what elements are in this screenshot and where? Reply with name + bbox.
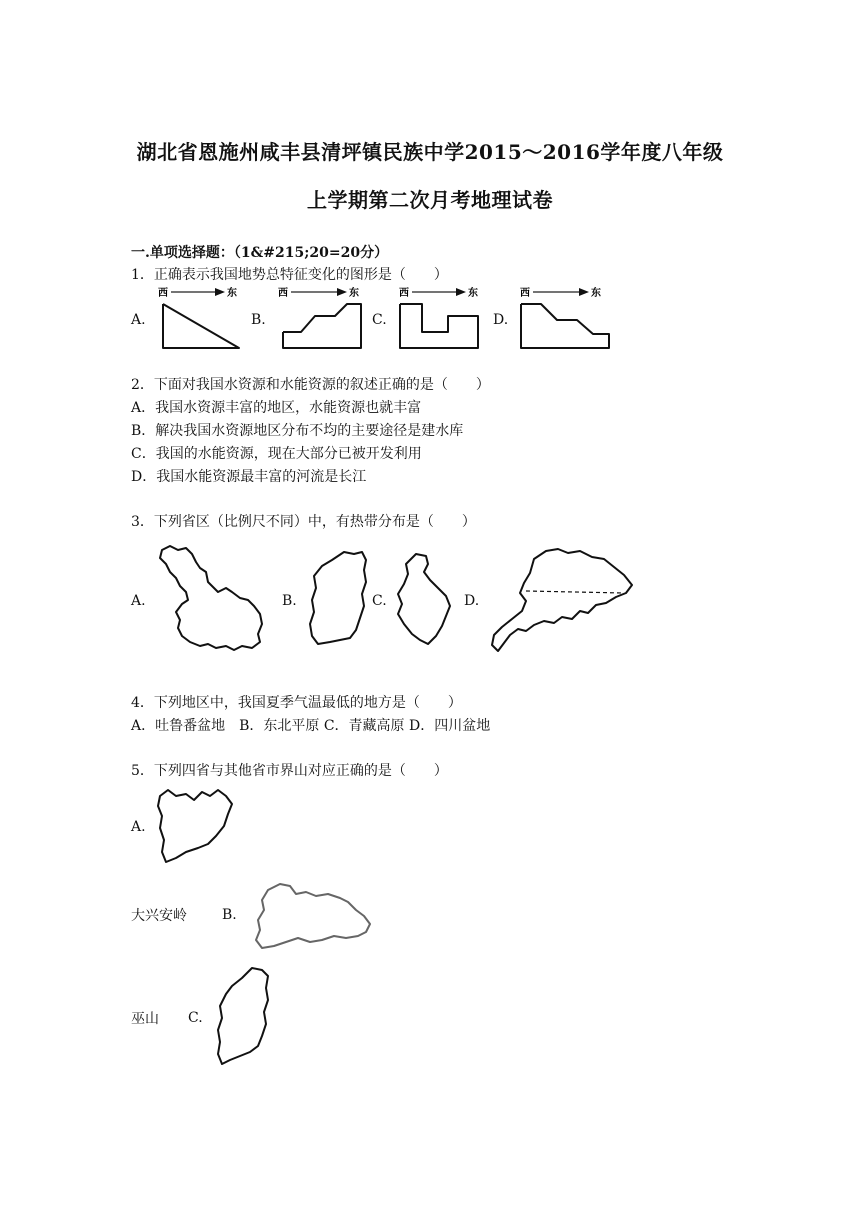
terrain-profile — [163, 304, 239, 348]
q2-option-b: B．解决我国水资源地区分布不均的主要途径是建水库 — [131, 423, 464, 439]
q5-label-b: 巫山 — [131, 1011, 159, 1027]
q1-option-d-label: D. — [493, 312, 509, 328]
q2-option-c: C．我国的水能资源，现在大部分已被开发利用 — [131, 446, 422, 462]
q1-figure-a — [155, 286, 245, 352]
q5-map-c — [212, 964, 276, 1068]
q4-options: A．吐鲁番盆地 B．东北平原 C．青藏高原 D．四川盆地 — [131, 718, 491, 734]
q3-map-d — [488, 545, 638, 657]
svg-text:西: 西 — [399, 288, 409, 299]
province-outline — [256, 884, 370, 948]
q1-figure-d — [517, 286, 613, 352]
q1-option-c-label: C. — [372, 312, 387, 328]
svg-text:东: 东 — [591, 288, 601, 299]
q3-option-a-label: A. — [131, 593, 146, 609]
terrain-profile — [400, 304, 478, 348]
page-title-line-2: 上学期第二次月考地理试卷 — [307, 188, 553, 212]
question-5-stem: 5．下列四省与其他省市界山对应正确的是（ ） — [131, 763, 448, 779]
q1-figure-b — [275, 286, 367, 352]
q3-option-c-label: C. — [372, 593, 387, 609]
q1-figure-c — [396, 286, 486, 352]
q3-map-b — [304, 548, 374, 648]
east-label: 东 — [227, 288, 237, 299]
province-outline — [160, 546, 262, 650]
q5-option-a-label: A. — [131, 819, 146, 835]
q3-map-a — [156, 542, 268, 654]
svg-text:西: 西 — [520, 288, 530, 299]
q2-option-d: D．我国水能资源最丰富的河流是长江 — [131, 469, 367, 485]
west-label: 西 — [158, 288, 168, 299]
q5-map-b — [250, 880, 374, 954]
province-outline — [398, 554, 450, 644]
section-heading: 一.单项选择题：（1&#215;20=20分） — [131, 245, 389, 261]
province-outline — [492, 549, 632, 651]
question-3-stem: 3．下列省区（比例尺不同）中，有热带分布是（ ） — [131, 514, 476, 530]
province-outline — [158, 790, 232, 862]
province-outline — [310, 552, 366, 644]
page-title-line-1: 湖北省恩施州咸丰县清坪镇民族中学2015～2016学年度八年级 — [136, 140, 724, 164]
q3-option-b-label: B. — [282, 593, 297, 609]
q3-map-c — [394, 550, 454, 650]
svg-text:西: 西 — [278, 288, 288, 299]
q2-option-a: A．我国水资源丰富的地区，水能资源也就丰富 — [131, 400, 422, 416]
question-4-stem: 4．下列地区中，我国夏季气温最低的地方是（ ） — [131, 695, 462, 711]
question-2-stem: 2．下面对我国水资源和水能资源的叙述正确的是（ ） — [131, 377, 490, 393]
q5-label-a: 大兴安岭 — [131, 908, 187, 924]
q5-map-a — [154, 786, 238, 866]
q3-option-d-label: D. — [464, 593, 480, 609]
q1-option-b-label: B. — [251, 312, 266, 328]
tropic-line — [526, 591, 624, 593]
terrain-profile — [521, 304, 609, 348]
terrain-profile — [283, 304, 361, 348]
arrow-head-icon — [215, 288, 225, 296]
svg-text:东: 东 — [468, 288, 478, 299]
svg-text:东: 东 — [349, 288, 359, 299]
province-outline — [218, 968, 268, 1064]
question-1-stem: 1．正确表示我国地势总特征变化的图形是（ ） — [131, 267, 448, 283]
q5-option-c-label: C. — [188, 1010, 203, 1026]
q1-option-a-label: A. — [131, 312, 146, 328]
q5-option-b-label: B. — [222, 907, 237, 923]
